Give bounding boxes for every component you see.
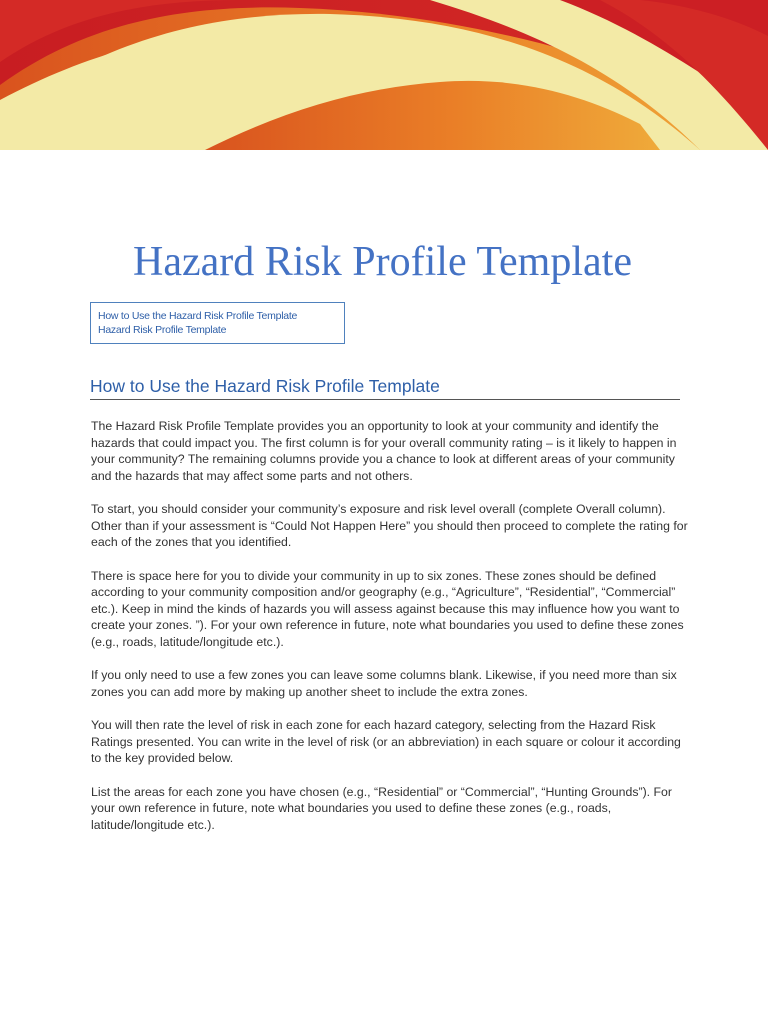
paragraph: The Hazard Risk Profile Template provides you an opportunity to look at your community and identify the hazards that could impact you. The first column is for your overall community rating – is it likely to happen in your community? The remaining columns provide you a chance to look at different areas of your community and the hazards that may affect some parts and not others. [91, 419, 677, 483]
table-of-contents [90, 302, 345, 344]
header-banner [0, 0, 768, 150]
paragraph: You will then rate the level of risk in each zone for each hazard category, selecting from the Hazard Risk Ratings presented. You can write in the level of risk (or an abbreviation) in each square or colour it according to the key provided below. [91, 718, 681, 765]
document-title: Hazard Risk Profile Template [133, 239, 632, 285]
section-body [91, 418, 691, 850]
paragraph: To start, you should consider your community’s exposure and risk level overall (complete Overall column). Other than if your assessment is “Could Not Happen Here” you should then proceed to complete the rating for each of the zones that you identified. [91, 502, 688, 549]
paragraph: List the areas for each zone you have chosen (e.g., “Residential” or “Commercial”, “Hunting Grounds”). For your own reference in future, note what boundaries you used to define these zones (e.g., roads, latitude/longitude etc.). [91, 784, 672, 832]
toc-link-how-to-use[interactable]: How to Use the Hazard Risk Profile Template [98, 310, 298, 322]
paragraph: There is space here for you to divide your community in up to six zones. These zones should be defined according to your community composition and/or geography (e.g., “Agriculture”, “Residential”, “Commercial” etc.). Keep in mind the kinds of hazards you will assess against because this may influence how you want to create your zones. ”). For your own reference in future, note what boundaries you used to define these zones (e.g., roads, latitude/longitude etc.). [91, 568, 684, 649]
paragraph: If you only need to use a few zones you can leave some columns blank. Likewise, if you need more than six zones you can add more by making up another sheet to include the extra zones. [91, 668, 677, 699]
toc-link-template[interactable]: Hazard Risk Profile Template [98, 324, 227, 336]
section-heading: How to Use the Hazard Risk Profile Template [90, 374, 680, 400]
